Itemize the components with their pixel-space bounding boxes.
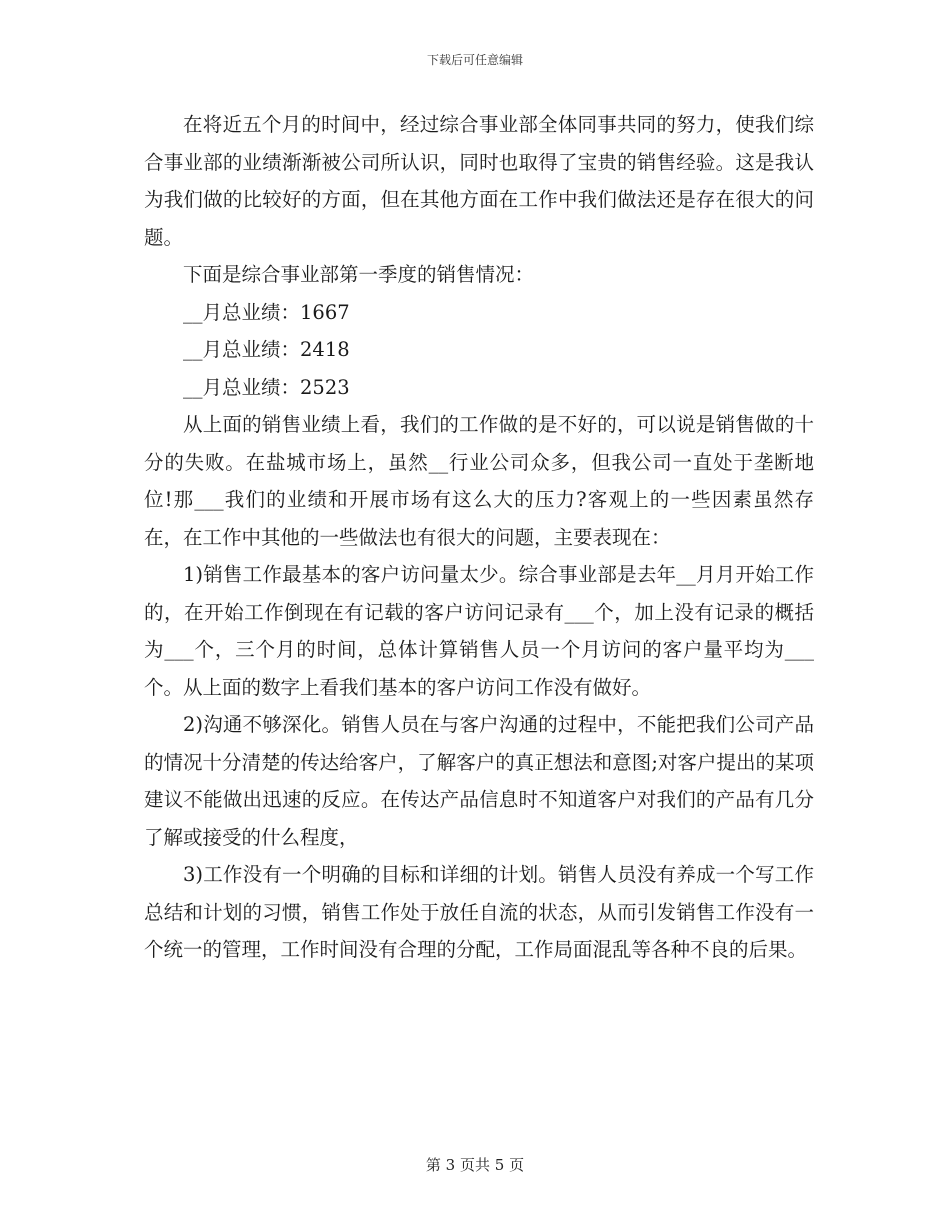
paragraph-sales-heading: 下面是综合事业部第一季度的销售情况：: [183, 263, 535, 286]
paragraph-analysis: 从上面的销售业绩上看，我们的工作做的是不好的，可以说是销售做的十分的失败。在盐城市场上，虽然__行业公司众多，但我公司一直处于垄断地位!那___我们的业绩和开展市场有这么大的压力?客观上的一些因素虽然存在，在工作中其他的一些做法也有很大的问题，主要表现在：: [144, 413, 814, 549]
paragraph-intro: 在将近五个月的时间中，经过综合事业部全体同事共同的努力，使我们综合事业部的业绩渐渐被公司所认识，同时也取得了宝贵的销售经验。这是我认为我们做的比较好的方面，但在其他方面在工作中我们做法还是存在很大的问题。: [144, 113, 814, 249]
page-header: 下载后可任意编辑: [426, 53, 523, 67]
paragraph-issue-3: 3)工作没有一个明确的目标和详细的计划。销售人员没有养成一个写工作总结和计划的习惯，销售工作处于放任自流的状态，从而引发销售工作没有一个统一的管理，工作时间没有合理的分配，工作局面混乱等各种不良的后果。: [144, 863, 814, 961]
document-body: [144, 106, 814, 969]
sales-line-month-2: __月总业绩：2418: [183, 338, 350, 361]
sales-line-month-1: __月总业绩：1667: [183, 300, 350, 324]
paragraph-issue-2: 2)沟通不够深化。销售人员在与客户沟通的过程中，不能把我们公司产品的情况十分清楚的传达给客户，了解客户的真正想法和意图;对客户提出的某项建议不能做出迅速的反应。在传达产品信息时不知道客户对我们的产品有几分了解或接受的什么程度，: [144, 713, 814, 849]
page-footer: 第 3 页共 5 页: [425, 1156, 525, 1174]
paragraph-issue-1: 1)销售工作最基本的客户访问量太少。综合事业部是去年__月月开始工作的，在开始工作倒现在有记载的客户访问记录有___个，加上没有记录的概括为___个，三个月的时间，总体计算销售人员一个月访问的客户量平均为___个。从上面的数字上看我们基本的客户访问工作没有做好。: [144, 563, 814, 699]
sales-line-month-3: __月总业绩：2523: [183, 375, 350, 399]
